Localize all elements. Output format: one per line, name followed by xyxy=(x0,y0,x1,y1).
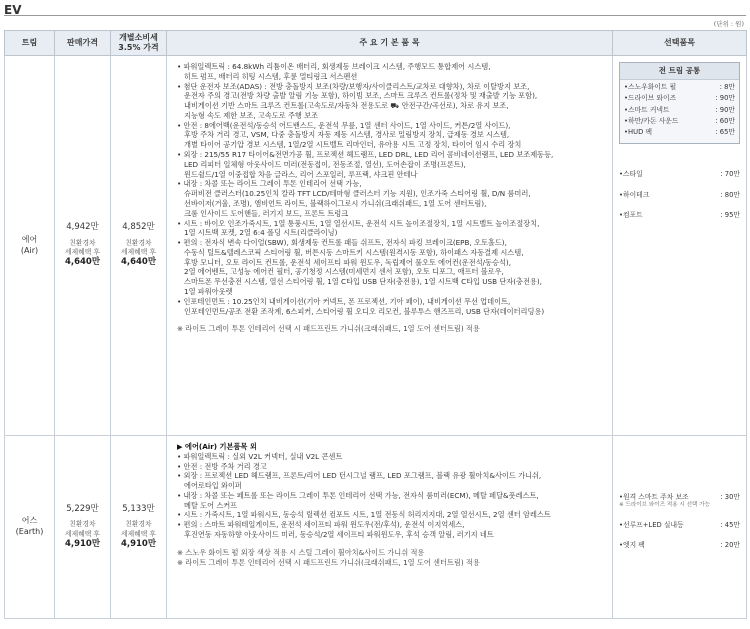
option-price: : 60만 xyxy=(715,116,735,125)
basic-item-line: • 파워일렉트릭 : 64.8kWh 리튬이온 배터리, 회생제동 브레이크 시스템, 주행모드 통합제어 시스템, xyxy=(177,62,491,71)
option-row xyxy=(619,541,740,550)
option-row xyxy=(619,170,740,179)
option-price: : 30만 xyxy=(720,492,740,501)
basic-items-air xyxy=(167,56,613,436)
basic-item-line: 슈퍼비전 클러스터(10.25인치 칼라 TFT LCD/테마형 클러스터 기능 지원), 인조가죽 스티어링 휠, D/N 룸미러, xyxy=(184,189,531,199)
basic-item-line: 수동식 틸트&텔레스코픽 스티어링 휠, 버튼시동 스마트키 시스템(원격시동 포함), 하이패스 자동결제 시스템, xyxy=(184,247,524,257)
price-disc-l1: 친환경차 xyxy=(69,238,96,247)
basic-item-line: 1열 시트백 포켓, 2열 6:4 폴딩 시트(리클라이닝) xyxy=(184,228,338,238)
option-row xyxy=(624,94,735,103)
trim-name: 에어 xyxy=(21,234,38,244)
price-table xyxy=(4,30,747,619)
note-earth-1: ※ 스노우 화이트 펄 외장 색상 적용 시 스틸 그레이 휠아치&사이드 가니쉬 적용 xyxy=(177,547,425,557)
trim-name: 어스 xyxy=(21,516,38,526)
basic-item-line: 선바이저(거울, 조명), 앰비언트 라이트, 블랙하이그로시 가니쉬(크래쉬패드, 1열 도어 센터트림), xyxy=(184,198,487,208)
option-row xyxy=(619,191,740,200)
trim-options-list xyxy=(619,170,740,220)
basic-item-line: • 시트 : 바이오 인조가죽시트, 1열 통풍시트, 1열 열선시트, 운전석 시트 높이조절장치, 1열 시트벨트 높이조절장치, xyxy=(177,218,540,228)
price-disc-l1: 친환경차 xyxy=(69,520,96,529)
price-disc-l2: 세제혜택 후 xyxy=(65,529,100,538)
common-options-title: 전 트림 공통 xyxy=(620,63,739,80)
option-name: •원격 스마트 주차 보조 xyxy=(619,492,689,501)
basic-item-line: • 내장 : 차콜 또는 라이트 그레이 투톤 인테리어 선택 가능, xyxy=(177,179,362,189)
option-name: •엣지 팩 xyxy=(619,540,645,549)
tax-disc-l2: 세제혜택 후 xyxy=(121,529,156,538)
table-header-row xyxy=(5,31,747,56)
basic-item-line: • 파워일렉트릭 : 실외 V2L 커넥터, 실내 V2L 콘센트 xyxy=(177,451,343,461)
basic-item-line: • 외장 : 215/55 R17 타이어&전면가공 휠, 프로젝션 헤드램프, LED DRL, LED 리어 콤비네이션램프, LED 보조제동등, xyxy=(177,150,554,160)
title-divider xyxy=(4,15,746,16)
tax-after: 4,910만 xyxy=(120,538,157,549)
price-value: 4,942만 xyxy=(66,222,99,233)
basic-item-line: 스마트폰 무선충전 시스템, 열선 스티어링 휠, 1열 C타입 USB 단자(충전용), 1열 시트백 C타입 USB 단자(충전용), xyxy=(184,277,542,287)
price-cell-air xyxy=(55,56,111,436)
basic-items-list xyxy=(177,62,607,316)
tax-price-cell-earth xyxy=(111,436,167,619)
price-disc-l2: 세제혜택 후 xyxy=(65,248,100,256)
basic-items-earth xyxy=(167,436,613,619)
option-price: : 8만 xyxy=(719,83,735,92)
options-cell-earth xyxy=(613,436,747,619)
option-name: •하이테크 xyxy=(619,190,650,199)
basic-item-line: 1열 파워아웃렛 xyxy=(184,286,233,296)
trim-en: (Air) xyxy=(20,245,39,255)
header-options: 선택품목 xyxy=(613,31,747,56)
tax-price-value: 5,133만 xyxy=(122,503,155,514)
basic-item-line: • 인포테인먼트 : 10.25인치 내비게이션(기아 커넥트, 폰 프로젝션, 기아 페이), 내비게이션 무선 업데이트, xyxy=(177,296,511,306)
basic-item-line: 메탈 도어 스커프 xyxy=(184,500,238,510)
basic-item-line: 윈드쉴드/1열 이중접합 차음 글라스, 리어 스포일러, 루프랙, 샤크핀 안테나 xyxy=(184,169,418,179)
basic-item-line: • 내장 : 차콜 또는 페트롤 또는 라이트 그레이 투톤 인테리어 선택 가능, 전자식 룸미러(ECM), 메탈 페달&풋레스트, xyxy=(177,490,539,500)
header-trim: 트림 xyxy=(5,31,55,56)
basic-item-line: • 편의 : 전자식 변속 다이얼(SBW), 회생제동 컨트롤 패들 쉬프트, 전자식 파킹 브레이크(EPB, 오토홀드), xyxy=(177,238,507,248)
basic-item-line: 히트 펌프, 배터리 히팅 시스템, 후륜 멀티링크 서스펜션 xyxy=(184,71,358,81)
basic-item-line: 개별 타이어 공기압 경보 시스템, 1열/2열 시트벨트 리마인더, 유아용 시트 고정 장치, 타이어 임시 수리 장치 xyxy=(184,140,522,150)
trim-options-list xyxy=(619,493,740,550)
option-row xyxy=(624,128,735,137)
note-earth-2: ※ 라이트 그레이 투톤 인테리어 선택 시 패드프린트 가니쉬(크래쉬패드, 1열 도어 센터트림) 적용 xyxy=(177,557,480,567)
basic-item-line: • 첨단 운전자 보조(ADAS) : 전방 충돌방지 보조(차량/보행자/사이클리스트/교차로 대향차), 차로 이탈방지 보조, xyxy=(177,81,530,91)
option-name: •드라이브 와이즈 xyxy=(624,94,677,103)
option-row xyxy=(624,83,735,92)
basic-item-line: LED 리피터 일체형 아웃사이드 미러(전동접이, 전동조절, 열선), 도어손잡이 조명(프론트), xyxy=(184,159,466,169)
tax-disc-l2: 세제혜택 후 xyxy=(121,248,156,256)
option-name: •선루프+LED 실내등 xyxy=(619,520,684,529)
basic-item-line: 후방 모니터, 오토 라이트 컨트롤, 운전석 세이프티 파워 윈도우, 독립제어 풀오토 에어컨(운전석/동승석), xyxy=(184,257,511,267)
option-name: •스노우화이트 펄 xyxy=(624,83,677,92)
note-air: ※ 라이트 그레이 투톤 인테리어 선택 시 패드프린트 가니쉬(크래쉬패드, 1열 도어 센터트림) 적용 xyxy=(177,324,480,334)
header-tax-price-line2: 3.5% 가격 xyxy=(118,43,159,52)
basic-item-line: • 편의 : 스마트 파워테일게이트, 운전석 세이프티 파워 윈도우(전/후석), 운전석 이지억세스, xyxy=(177,520,465,530)
header-tax-price xyxy=(111,31,167,56)
option-price: : 65만 xyxy=(715,128,735,137)
tax-after: 4,640만 xyxy=(120,257,157,268)
basic-item-line: 2열 에어벤트, 고성능 에어컨 필터, 공기청정 시스템(미세먼지 센서 포함), 오토 디포그, 애프터 블로우, xyxy=(184,267,504,277)
option-price: : 80만 xyxy=(720,190,740,199)
basic-item-line: 에어로타입 와이퍼 xyxy=(184,481,242,491)
option-price: : 90만 xyxy=(715,105,735,114)
common-options-box xyxy=(619,62,740,144)
trim-en: (Earth) xyxy=(15,527,44,536)
basic-item-line: 운전자 주의 경고(전방 차량 출발 알림 기능 포함), 하이빔 보조, 스마트 크루즈 컨트롤(정차 및 재출발 기능 포함), xyxy=(184,91,538,101)
tax-price-value: 4,852만 xyxy=(122,222,155,233)
option-name: •하만/카돈 사운드 xyxy=(624,116,679,125)
table-row-earth xyxy=(5,436,747,619)
header-tax-price-line1: 개별소비세 xyxy=(119,33,158,43)
option-price: : 95만 xyxy=(720,210,740,219)
basic-item-line: • 외장 : 프로젝션 LED 헤드램프, 프론트/리어 LED 턴시그널 램프, LED 포그램프, 블랙 유광 휠아치&사이드 가니쉬, xyxy=(177,471,542,481)
basic-item-line: 내비게이션 기반 스마트 크루즈 컨트롤(고속도로/자동차 전용도로 ⛟ 안전구간/곡선로), 차로 유지 보조, xyxy=(184,101,509,111)
tax-disc-l1: 친환경차 xyxy=(125,238,152,247)
basic-item-line: 후방 주차 거리 경고, VSM, 다중 충돌방지 자동 제동 시스템, 경사로 밀림방지 장치, 급제동 경보 시스템, xyxy=(184,130,510,140)
price-after: 4,640만 xyxy=(64,257,101,268)
price-after: 4,910만 xyxy=(64,538,101,549)
option-price: : 90만 xyxy=(715,94,735,103)
option-name: •컴포트 xyxy=(619,210,643,219)
option-row xyxy=(619,493,740,502)
trim-cell-air xyxy=(5,56,55,436)
option-price: : 20만 xyxy=(720,540,740,549)
basic-item-line: • 시트 : 가죽시트, 1열 파워시트, 동승석 릴렉션 컴포트 시트, 1열 전동식 허리지지대, 2열 열선시트, 2열 센터 암레스트 xyxy=(177,510,551,520)
page-header xyxy=(0,0,750,30)
option-name: •스타일 xyxy=(619,170,643,179)
unit-label: (단위 : 원) xyxy=(713,20,744,28)
price-cell-earth xyxy=(55,436,111,619)
options-cell-air xyxy=(613,56,747,436)
table-row-air xyxy=(5,56,747,436)
option-name: •스마트 커넥트 xyxy=(624,105,670,114)
option-note: ※ 드라이브 와이즈 적용 시 선택 가능 xyxy=(619,502,711,509)
earth-heading: ▶ 에어(Air) 기본품목 외 xyxy=(177,442,257,451)
option-price: : 45만 xyxy=(720,520,740,529)
header-price: 판매가격 xyxy=(55,31,111,56)
basic-item-line: • 안전 : 전방 주차 거리 경고 xyxy=(177,461,267,471)
option-row xyxy=(624,106,735,115)
basic-item-line: 지능형 속도 제한 보조, 고속도로 주행 보조 xyxy=(184,110,319,120)
option-price: : 70만 xyxy=(720,170,740,179)
basic-item-line: 인포테인먼트/공조 전환 조작계, 6스피커, 스티어링 휠 오디오 리모컨, 블루투스 핸즈프리, USB 단자(데이터리딩용) xyxy=(184,306,545,316)
option-row xyxy=(619,521,740,530)
option-row xyxy=(624,117,735,126)
price-value: 5,229만 xyxy=(66,503,99,514)
basic-items-list xyxy=(177,452,607,540)
common-options-list xyxy=(624,83,735,137)
option-name: •HUD 팩 xyxy=(624,128,653,137)
tax-disc-l1: 친환경차 xyxy=(125,520,152,529)
basic-item-line: 크롬 인사이드 도어핸들, 러기지 보드, 프론트 트렁크 xyxy=(184,208,349,218)
page-title: EV xyxy=(4,3,22,17)
tax-price-cell-air xyxy=(111,56,167,436)
header-basic-items: 주 요 기 본 품 목 xyxy=(167,31,613,56)
basic-item-line: • 안전 : 8에어백(운전석/동승석 어드밴스드, 운전석 무릎, 1열 센터 사이드, 1열 사이드, 커튼/2열 사이드), xyxy=(177,120,511,130)
basic-item-line: 후진연동 자동하향 아웃사이드 미러, 동승석/2열 세이프티 파워윈도우, 후석 승객 알림, 러기지 네트 xyxy=(184,530,494,540)
option-row xyxy=(619,211,740,220)
trim-cell-earth xyxy=(5,436,55,619)
